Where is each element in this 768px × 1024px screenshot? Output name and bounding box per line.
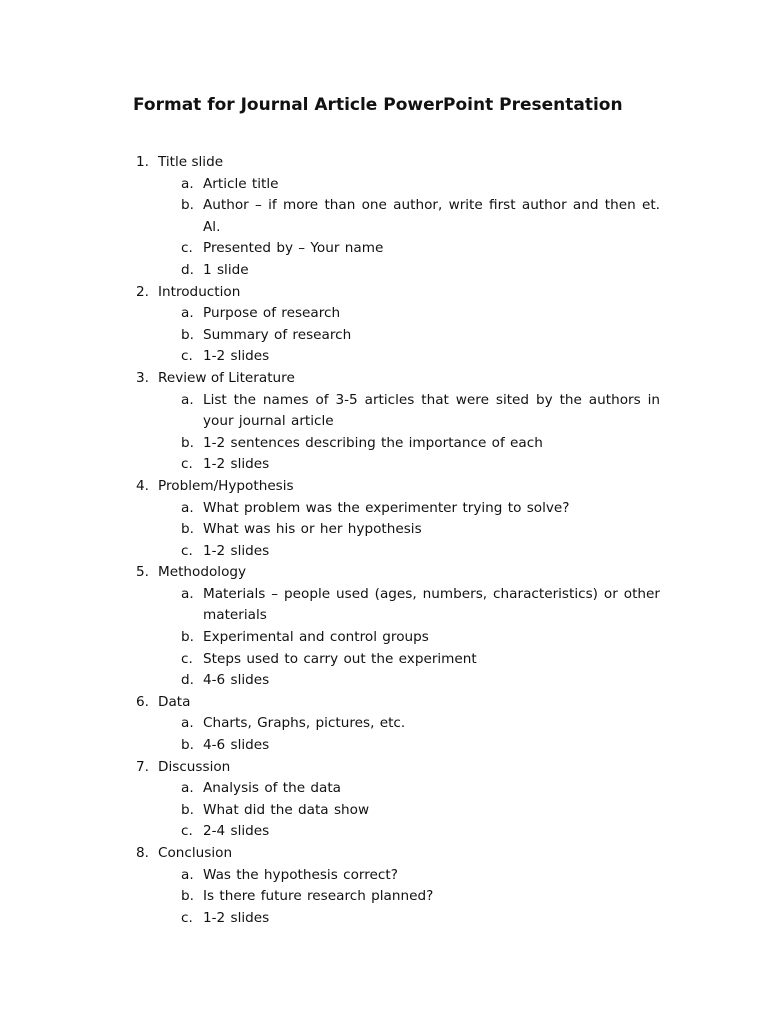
sub-item-text: What problem was the experimenter trying to solve? [203,499,570,516]
outline-sub-item [136,584,660,627]
outline-section [136,282,660,368]
sub-item-list [136,865,660,930]
outline-sub-item [136,238,660,260]
section-label: Introduction [158,283,241,300]
outline-sub-item [136,800,660,822]
section-label: Title slide [158,154,224,170]
outline-sub-item [136,346,660,368]
outline-sub-item [136,778,660,800]
sub-item-letter: c. [181,456,193,473]
sub-item-letter: d. [181,672,194,689]
sub-item-letter: a. [181,866,194,883]
outline-sub-item [136,454,660,476]
sub-item-text: Charts, Graphs, pictures, etc. [203,715,406,732]
section-label: Problem/Hypothesis [158,477,294,494]
section-number: 7. [136,758,149,775]
outline-sub-item [136,303,660,325]
outline-sub-item [136,174,660,196]
sub-item-letter: b. [181,521,194,538]
sub-item-text: Was the hypothesis correct? [203,866,398,883]
sub-item-text: Steps used to carry out the experiment [203,650,477,667]
sub-item-text: 1-2 slides [203,542,270,559]
sub-item-letter: c. [181,542,193,559]
sub-item-list [136,303,660,368]
sub-item-letter: b. [181,737,194,754]
sub-item-text: 1-2 slides [203,456,270,473]
sub-item-text: Author – if more than one author, write first author and then et. Al. [203,197,660,235]
outline-sub-item [136,195,660,238]
sub-item-letter: b. [181,326,194,343]
outline-sub-item [136,908,660,930]
sub-item-text: List the names of 3-5 articles that were sited by the authors in your journal article [203,391,660,430]
sub-item-letter: d. [181,261,194,278]
section-label: Methodology [158,564,247,581]
section-number: 4. [136,477,149,494]
section-heading [136,152,660,174]
sub-item-text: Experimental and control groups [203,629,429,646]
section-heading [136,368,660,390]
outline-section [136,562,660,692]
sub-item-text: 1-2 slides [203,348,270,365]
section-number: 5. [136,564,149,581]
outline-sub-item [136,325,660,347]
outline-sub-item [136,886,660,908]
sub-item-letter: a. [181,499,194,516]
sub-item-text: Presented by – Your name [203,240,384,257]
outline-sub-item [136,735,660,757]
section-heading [136,757,660,779]
outline-section [136,476,660,562]
section-label: Conclusion [158,845,233,861]
section-heading [136,562,660,584]
sub-item-text: 1-2 slides [203,909,270,926]
sub-item-list [136,390,660,476]
section-heading [136,692,660,714]
section-number: 8. [136,845,149,861]
sub-item-text: 1-2 sentences describing the importance of each [203,434,543,451]
outline-sub-item [136,390,660,433]
section-number: 3. [136,369,149,386]
sub-item-text: Summary of research [203,326,352,343]
sub-item-letter: c. [181,240,193,257]
sub-item-text: 2-4 slides [203,823,270,840]
sub-item-text: 4-6 slides [203,737,270,754]
sub-item-text: Purpose of research [203,305,341,322]
outline-section [136,843,660,929]
outline-sub-item [136,541,660,563]
sub-item-list [136,174,660,282]
section-heading [136,282,660,304]
section-number: 1. [136,154,149,170]
sub-item-list [136,778,660,843]
sub-item-letter: b. [181,434,194,451]
sub-item-letter: a. [181,391,194,408]
sub-item-letter: a. [181,780,194,797]
sub-item-text: Article title [203,175,279,192]
outline-section [136,692,660,757]
outline-sub-item [136,498,660,520]
sub-item-text: 1 slide [203,261,249,278]
outline-section [136,368,660,476]
sub-item-list [136,498,660,563]
section-heading [136,843,660,865]
section-label: Data [158,693,191,710]
sub-item-text: Is there future research planned? [203,888,434,905]
section-heading [136,476,660,498]
outline-sub-item [136,713,660,735]
sub-item-text: What was his or her hypothesis [203,521,422,538]
sub-item-text: Analysis of the data [203,780,342,797]
sub-item-letter: c. [181,348,193,365]
sub-item-letter: c. [181,650,193,667]
sub-item-text: 4-6 slides [203,672,270,689]
outline-sub-item [136,821,660,843]
outline-sub-item [136,627,660,649]
sub-item-letter: b. [181,629,194,646]
outline-sub-item [136,865,660,887]
sub-item-letter: a. [181,585,194,602]
outline-sub-item [136,670,660,692]
sub-item-list [136,713,660,756]
sub-item-letter: a. [181,305,194,322]
sub-item-list [136,584,660,692]
section-label: Discussion [158,758,231,775]
sub-item-text: Materials – people used (ages, numbers, characteristics) or other materials [203,585,660,624]
outline-sub-item [136,260,660,282]
sub-item-letter: a. [181,715,194,732]
outline-sub-item [136,649,660,671]
sub-item-letter: c. [181,823,193,840]
sub-item-letter: b. [181,197,194,214]
outline-sub-item [136,433,660,455]
sub-item-letter: b. [181,888,194,905]
section-number: 2. [136,283,149,300]
outline-list [136,152,660,929]
sub-item-letter: c. [181,909,193,926]
outline-section [136,152,660,282]
sub-item-letter: a. [181,175,194,192]
section-label: Review of Literature [158,369,295,386]
sub-item-text: What did the data show [203,801,370,818]
outline-sub-item [136,519,660,541]
document-title: Format for Journal Article PowerPoint Presentation [133,95,623,115]
outline-section [136,757,660,843]
section-number: 6. [136,693,149,710]
sub-item-letter: b. [181,801,194,818]
